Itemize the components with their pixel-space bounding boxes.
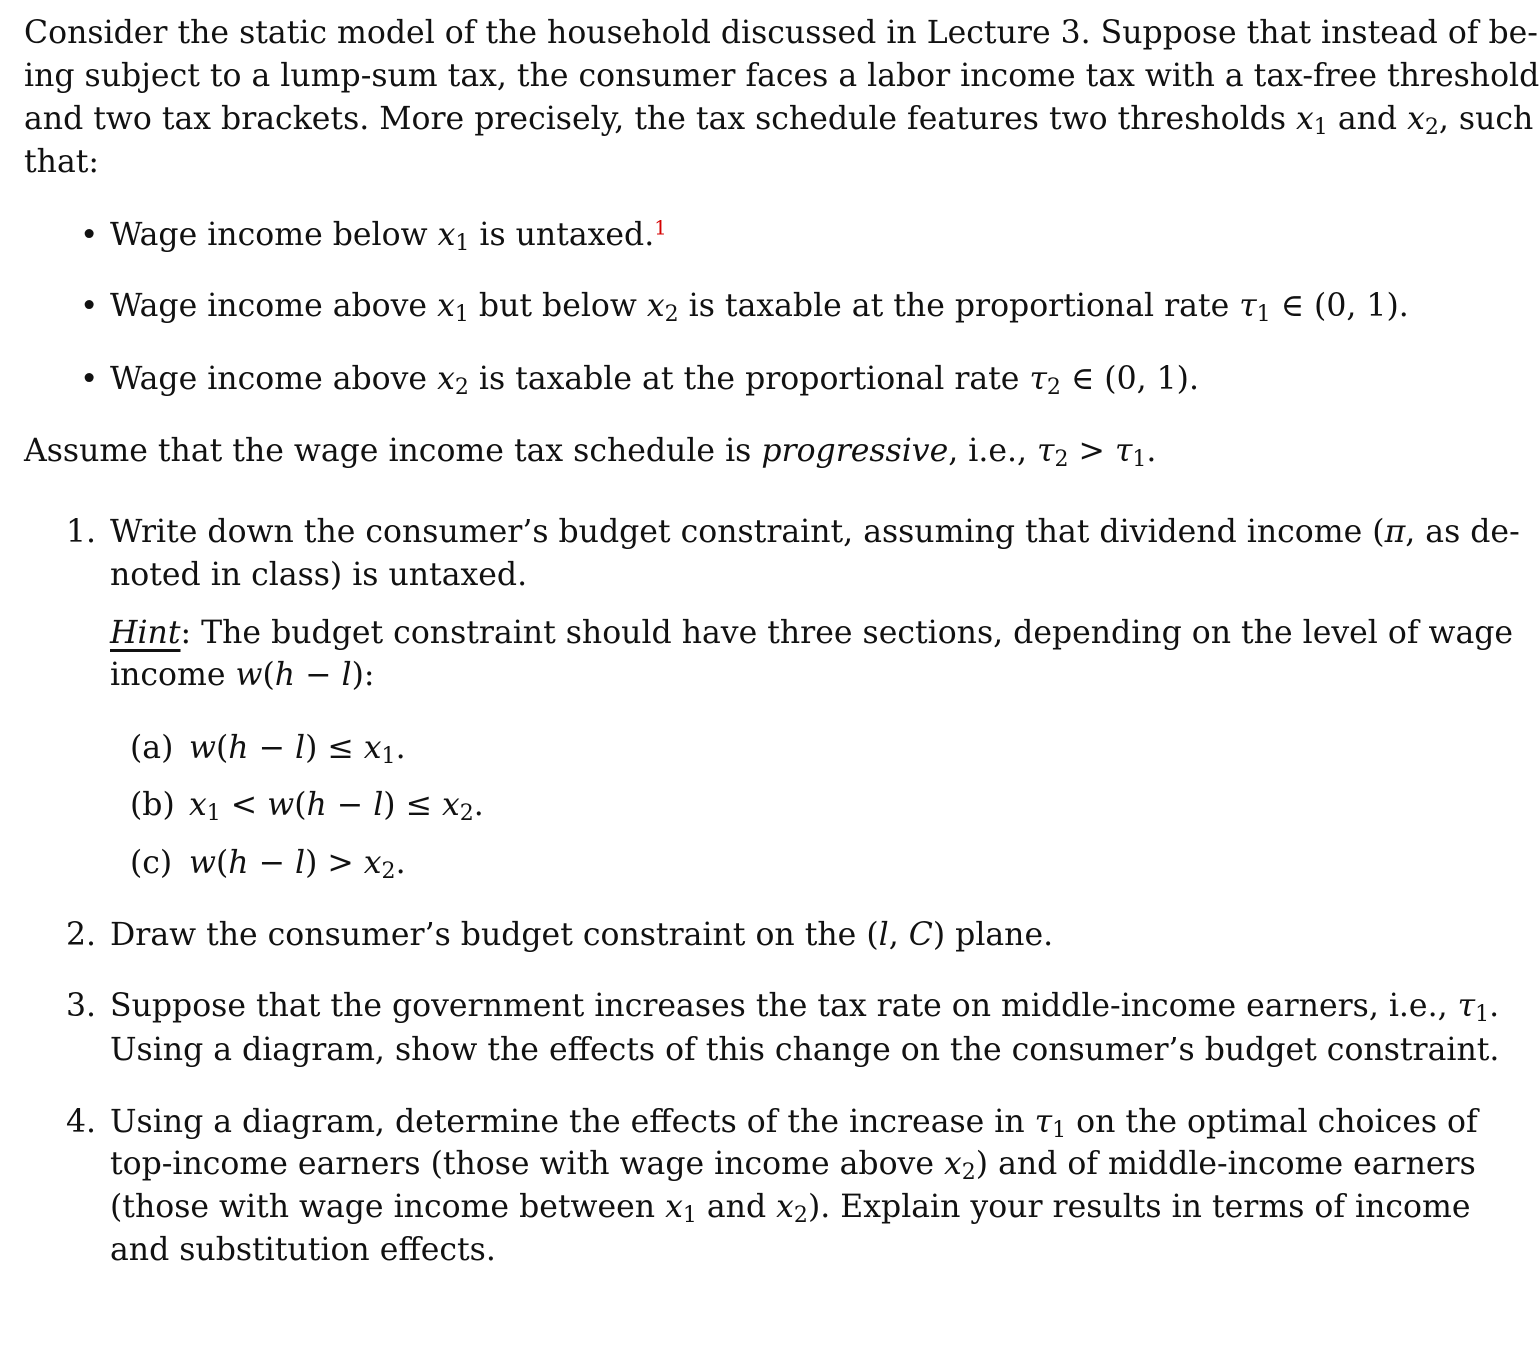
intro-line-4: that: bbox=[24, 144, 99, 180]
bullet-marker: • bbox=[80, 217, 99, 253]
question-1-number: 1. bbox=[66, 514, 97, 550]
hint-line-2: income w(h − l): bbox=[110, 657, 375, 693]
assumption-line: Assume that the wage income tax schedule is progressive, i.e., $\tau_2 > \tau_1$. bbox=[24, 433, 1157, 472]
case-c-label: (c) bbox=[130, 845, 173, 881]
intro-line-1: Consider the static model of the household discussed in Lecture 3. Suppose that instead of be- bbox=[24, 15, 1538, 51]
question-3-line-2: Using a diagram, show the effects of this change on the consumer’s budget constraint. bbox=[110, 1032, 1500, 1068]
bullet-3-text: Wage income above $x_2$ is taxable at the proportional rate $\tau_2$ ∈ (0, 1). bbox=[110, 361, 1199, 400]
bullet-marker: • bbox=[80, 361, 99, 397]
question-4-line-3: (those with wage income between $x_1$ and $x_2$). Explain your results in terms of income bbox=[110, 1189, 1471, 1228]
question-2-number: 2. bbox=[66, 917, 97, 953]
bullet-marker: • bbox=[80, 288, 99, 324]
case-a-text: $w(h - l) \le x_1$. bbox=[189, 730, 406, 769]
question-4-line-4: and substitution effects. bbox=[110, 1232, 496, 1268]
question-4-number: 4. bbox=[66, 1104, 97, 1140]
case-b-label: (b) bbox=[130, 787, 175, 823]
question-3-number: 3. bbox=[66, 988, 97, 1024]
question-4-line-1: Using a diagram, determine the effects of the increase in $\tau_1$ on the optimal choices of bbox=[110, 1104, 1478, 1143]
case-c-text: $w(h - l) > x_2$. bbox=[189, 845, 406, 884]
hint-label: Hint bbox=[110, 615, 181, 651]
question-3-line-1: Suppose that the government increases the tax rate on middle-income earners, i.e., $\tau_1$. bbox=[110, 988, 1500, 1027]
case-b-text: $x_1 < w(h - l) \le x_2$. bbox=[189, 787, 484, 826]
hint-line-1: Hint: The budget constraint should have three sections, depending on the level of wage bbox=[110, 615, 1514, 651]
question-1-line-1: Write down the consumer’s budget constraint, assuming that dividend income (π, as de- bbox=[110, 514, 1520, 550]
footnote-marker[interactable]: 1 bbox=[654, 216, 667, 240]
intro-line-2: ing subject to a lump-sum tax, the consumer faces a labor income tax with a tax-free threshold bbox=[24, 58, 1539, 94]
question-2-text: Draw the consumer’s budget constraint on the (l, C) plane. bbox=[110, 917, 1054, 953]
bullet-2-text: Wage income above $x_1$ but below $x_2$ is taxable at the proportional rate $\tau_1$ ∈ (0, 1). bbox=[110, 288, 1409, 327]
question-4-line-2: top-income earners (those with wage income above $x_2$) and of middle-income earners bbox=[110, 1146, 1476, 1185]
case-a-label: (a) bbox=[130, 730, 174, 766]
intro-line-3: and two tax brackets. More precisely, the tax schedule features two thresholds $x_1$ and $x_2$, such bbox=[24, 101, 1534, 140]
bullet-1-text: Wage income below $x_1$ is untaxed.$^1$ bbox=[110, 216, 667, 256]
question-1-line-2: noted in class) is untaxed. bbox=[110, 557, 528, 593]
